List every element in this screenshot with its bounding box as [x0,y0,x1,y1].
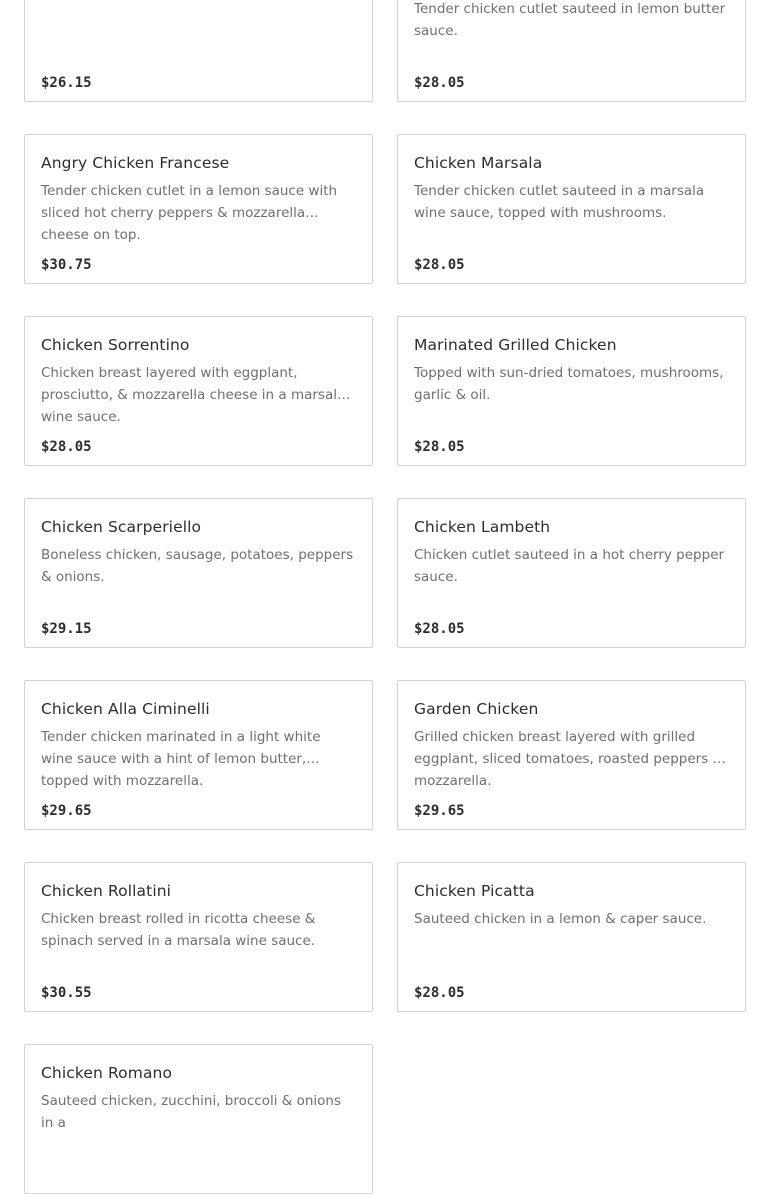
menu-item-description: Boneless chicken, sausage, potatoes, peppers & onions. [41,547,354,585]
menu-item-price: $29.15 [41,621,92,637]
menu-item-description: Chicken breast layered with eggplant, prosciutto, & mozzarella cheese in a marsala wine sauce. [41,365,346,425]
menu-item-name: Angry Chicken Francese [41,154,230,172]
menu-item-name: Chicken Sorrentino [41,336,190,354]
menu-item-price: $28.05 [414,439,465,455]
menu-item-card[interactable] [24,134,373,284]
menu-item-card[interactable] [397,498,746,648]
menu-item-description: Topped with sun-dried tomatoes, mushrooms, garlic & oil. [414,365,724,403]
menu-item-card[interactable] [397,862,746,1012]
menu-item-price: $30.75 [41,257,92,273]
menu-item-card[interactable] [24,316,373,466]
menu-item-price: $29.65 [414,803,465,819]
menu-item-name: Chicken Rollatini [41,882,172,900]
menu-item-name: Chicken Scarperiello [41,518,202,536]
menu-item-card[interactable] [24,498,373,648]
menu-item-card[interactable] [24,862,373,1012]
menu-item-name: Chicken Lambeth [414,518,551,536]
menu-item-name: Chicken Romano [41,1064,173,1082]
menu-item-card[interactable] [24,0,373,102]
menu-item-price: $29.65 [41,803,92,819]
menu-item-description: Chicken cutlet sauteed in a hot cherry pepper sauce. [414,547,725,585]
menu-item-card[interactable] [397,316,746,466]
menu-item-card[interactable] [397,680,746,830]
menu-item-card[interactable] [24,1044,373,1194]
menu-item-price: $28.05 [41,439,92,455]
menu-item-name: Chicken Picatta [414,882,535,900]
menu-item-price: $28.05 [414,257,465,273]
menu-item-description: Grilled chicken breast layered with grilled eggplant, sliced tomatoes, roasted peppers & mozzarella. [414,729,724,789]
menu-item-price: $28.05 [414,75,465,91]
menu-item-description: Sauteed chicken, zucchini, broccoli & onions in a [41,1093,341,1131]
menu-item-name: Chicken Marsala [414,154,543,172]
menu-item-description: Chicken breast rolled in ricotta cheese & spinach served in a marsala wine sauce. [41,911,316,949]
menu-item-name: Marinated Grilled Chicken [414,336,617,354]
menu-item-name: Chicken Alla Ciminelli [41,700,210,718]
menu-item-price: $30.55 [41,985,92,1001]
menu-item-card[interactable] [397,134,746,284]
menu-item-description: Sauteed chicken in a lemon & caper sauce. [414,911,707,927]
menu-item-name: Garden Chicken [414,700,539,718]
menu-item-description: Tender chicken cutlet sauteed in lemon butter sauce. [414,1,726,39]
menu-item-description: Tender chicken marinated in a light white wine sauce with a hint of lemon butter, topped with mozzarella. [41,729,321,789]
menu-item-description: Tender chicken cutlet in a lemon sauce with sliced hot cherry peppers & mozzarella cheese on top. [41,183,338,243]
menu-item-price: $26.15 [41,75,92,91]
menu-item-card[interactable] [24,680,373,830]
menu-item-card[interactable] [397,0,746,102]
menu-item-description: Tender chicken cutlet sauteed in a marsala wine sauce, topped with mushrooms. [414,183,705,221]
menu-item-price: $28.05 [414,985,465,1001]
menu-item-price: $28.05 [414,621,465,637]
